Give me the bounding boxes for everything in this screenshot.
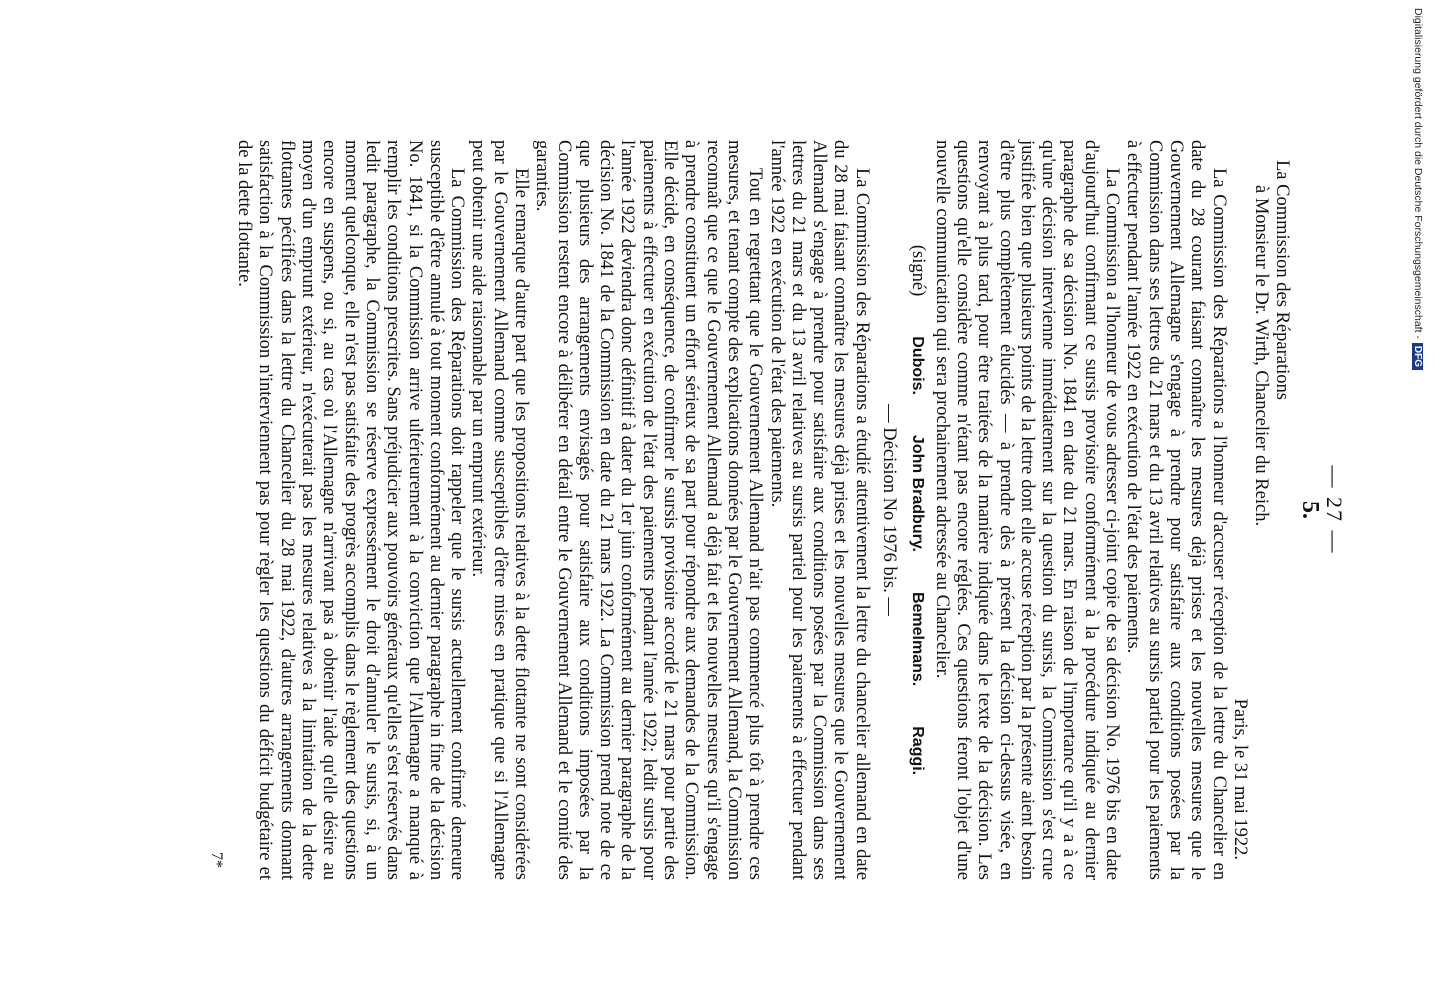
signature-bradbury: John Bradbury.: [909, 434, 927, 552]
date-line: Paris, le 31 mai 1922.: [1229, 698, 1250, 860]
signature-block: [907, 140, 928, 880]
signature-raggi: Raggi.: [909, 726, 927, 776]
rotated-document-page: [145, 140, 1345, 880]
section-number: 5.: [1296, 501, 1323, 519]
decision-paragraph-2: Tout en regrettant que le Gouvernement Allemand n'ait pas commencé plus tôt à prendre ces mesures, et tenant compte des explications données par le Gouvernement Allemand, la Commission reconnaît que ce que le Gouvernement Allemand a déjà fait et les nouvelles mesures qu'il s'engage à prendre constituent un effort sérieux de sa part pour répondre aux demandes de la Commission. Elle décide, en conséquence, de confirmer le sursis provisoire accordé le 21 mars pour partie des paiements à effectuer en exécution de l'état des paiements pendant l'année 1922; ledit sursis pour l'année 1922 deviendra donc définitif à dater du 1er juin conformément au dernier paragraphe de la décision No. 1841 de la Commission en date du 21 mars 1922. La Commission prend note de ce que plusieurs des arrangements envisagés pour satisfaire aux conditions imposées par la Commission restent encore à délibérer en détail entre le Gouvernement Allemand et le comité des garanties.: [532, 140, 766, 880]
addressee-line-1: La Commission des Réparations: [1272, 160, 1293, 400]
letter-paragraph-1: La Commission des Réparations a l'honneur d'accuser réception de la lettre du Chancelier en date du 28 courant faisant connaître les mesures déjà prises et les nouvelles mesures que le Gouvernement Allemagne s'engage à prendre pour satisfaire aux conditions posées par la Commission dans ses lettres du 21 mars et du 13 avril relatives au sursis partiel pour les paiements à effectuer pendant l'année 1922 en exécution de l'état des paiements.: [1123, 140, 1229, 880]
watermark-text: Digitalisierung gefördert durch die Deutsche Forschungsgemeinschaft -: [1412, 8, 1424, 339]
addressee-line-2: à Monsieur le Dr. Wirth, Chancelier du Reich.: [1251, 185, 1272, 527]
decision-paragraph-4: La Commission des Réparations doit rappeler que le sursis actuellement confirmé demeure susceptible d'être annulé à tout moment conformément au dernier paragraphe in fine de la décision No. 1841, si la Commission arrive ultérieurement à la conviction que l'Allemagne a manqué à remplir les conditions prescrites. Sans préjudicier aux pouvoirs généraux qu'elles s'est réservés dans ledit paragraphe, la Commission se réserve expressément le droit d'annuler le sursis, si, à un moment quelconque, elle n'est pas satisfaite des progrès accomplis dans le règlement des questions encore en suspens, ou si, au cas où l'Allemagne n'arrivant pas à obtenir l'aide qu'elle désire au moyen d'un emprunt extérieur, n'exécuterait pas les mesures relatives à la limitation de la dette flottantes pécifiées dans la lettre du Chancelier du 28 mai 1922, d'autres arrangements donnant satisfaction à la Commission n'interviennent pas pour règler les questions du déficit budgétaire et de la dette flottante.: [234, 140, 468, 880]
signature-bemelmans: Bemelmans.: [909, 591, 927, 687]
signe-label: (signé): [908, 244, 929, 297]
dfg-watermark: [1412, 8, 1424, 370]
decision-paragraph-1: La Commission des Réparations a étudié attentivement la lettre du chancelier allemand en date du 28 mai faisant connaître les mesures déjà prises et les nouvelles mesures que le Gouvernement Allemand s'engage à prendre pour satisfaire aux conditions posées par la Commission dans ses lettres du 21 mars et du 13 avril relatives au sursis partiel pour les paiements à effectuer pendant l'année 1922 en exécution de l'état des paiements.: [766, 140, 872, 880]
decision-heading: — Décision No 1976 bis. —: [879, 404, 900, 616]
page-number: — 27 —: [1322, 465, 1347, 555]
dfg-logo: DFG: [1412, 343, 1423, 370]
signature-dubois: Dubois.: [909, 336, 927, 395]
decision-paragraph-3: Elle remarque d'autre part que les propositions relatives à la dette flottante ne sont considérées par le Gouvernement Allemand comme susceptibles d'être mises en pratique que si l'Allemagne peut obtenir une aide raisonnable par un emprunt extérieur.: [468, 140, 532, 880]
letter-paragraph-2: La Commission a l'honneur de vous adresser ci-joint copie de sa décision No. 1976 bis en date d'aujourd'hui confirmant ce sursis provisoire conformément à la procédure indiquée au dernier paragraphe de sa décision No. 1841 en date du 21 mars. En raison de l'importance qu'il y a à ce qu'une décision intervienne immédiatement sur la question du sursis, la Commission s'est crue justifiée bien que plusieurs points de la lettre dont elle accuse réception par la présente aient besoin d'être plus complètement élucidés — à prendre dès à présent la décision ci-dessus visée, en renvoyant à plus tard, pour être traitées de la manière indiquée dans le texte de la décision. Les questions qu'elle considère comme n'étant pas encore réglées. Ces questions feront l'objet d'une nouvelle communication qui sera prochainement adressée au Chancelier.: [931, 140, 1123, 880]
footer-mark: 7*: [207, 852, 225, 868]
